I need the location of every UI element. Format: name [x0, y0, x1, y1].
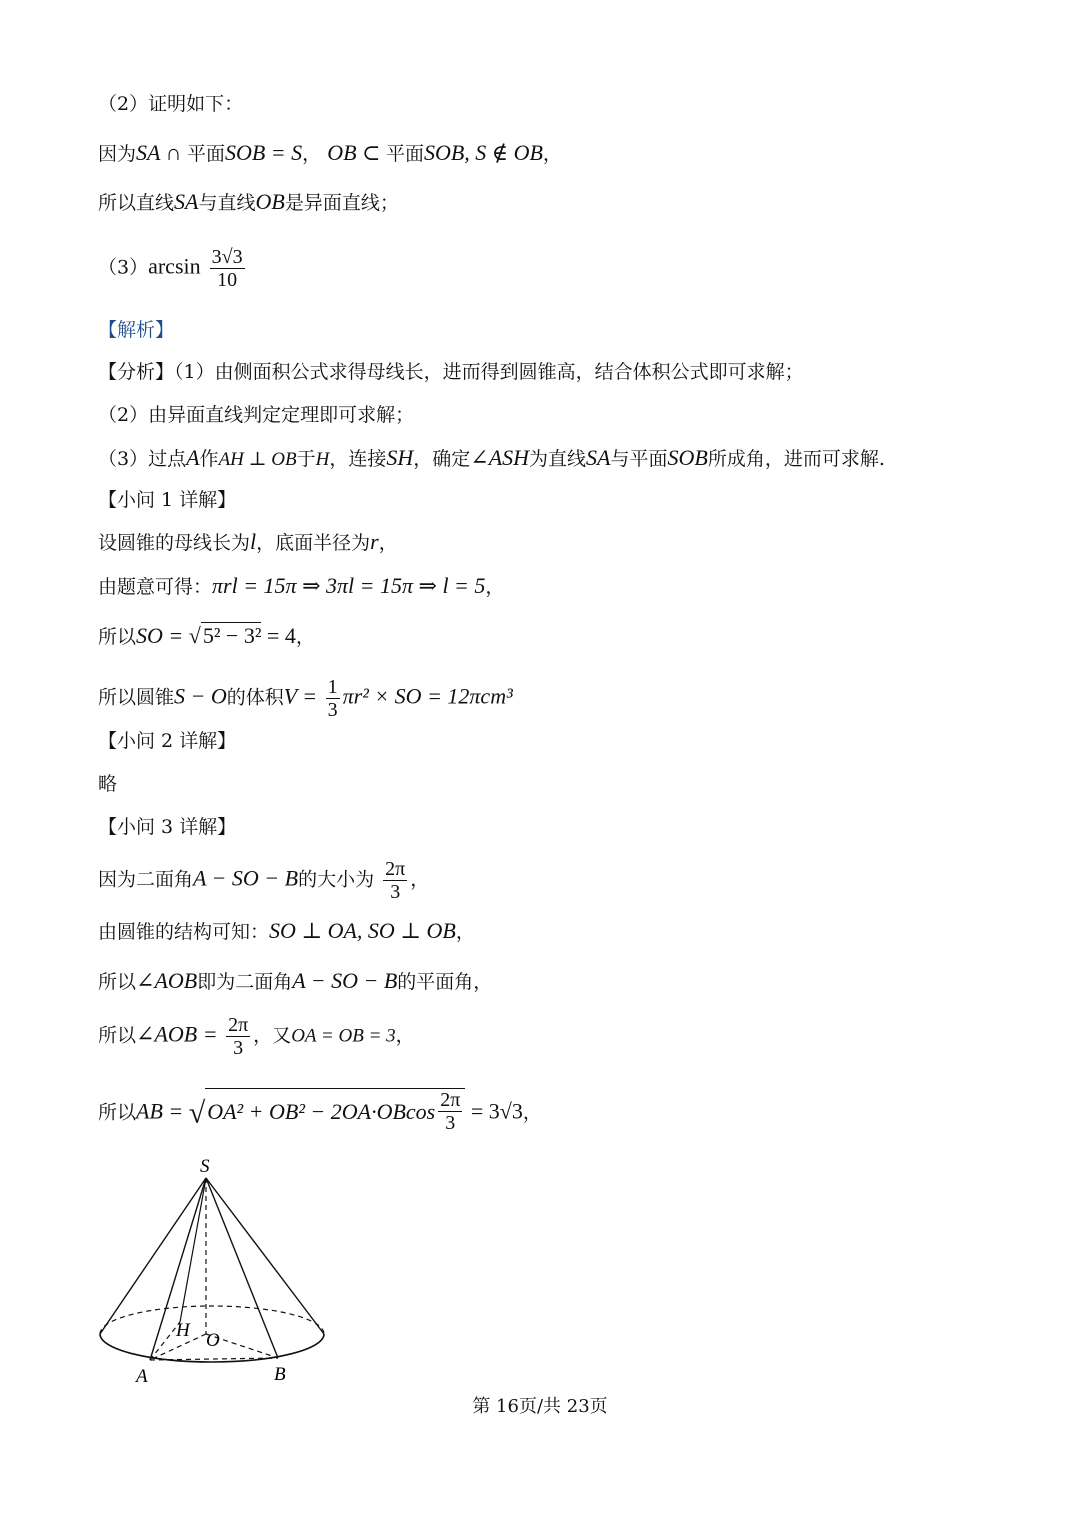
line-proof-intro: （2）证明如下： — [98, 93, 244, 115]
label-O: O — [206, 1330, 220, 1351]
line-q1-height: 所以SO = √5² − 3² = 4， — [98, 623, 315, 648]
line-because: 因为SA ∩ 平面SOB = S， OB ⊂ 平面SOB, S ∉ OB， — [98, 140, 562, 165]
line-q1-equation: 由题意可得：πrl = 15π ⇒ 3πl = 15π ⇒ l = 5， — [98, 573, 505, 598]
cone-figure — [88, 1150, 348, 1390]
fraction: $\frac{2\pi}{3}$ — [385, 858, 406, 903]
line-q3-plane-angle: 所以∠AOB即为二面角A − SO − B的平面角， — [98, 968, 493, 993]
cone-left-edge — [100, 1178, 206, 1334]
fraction: $\frac{3√3}{10}$ — [211, 246, 243, 291]
page-number-footer: 第 16页/共 23页 — [472, 1396, 608, 1417]
fraction: $\frac{1}{3}$ — [327, 676, 338, 721]
label-H: H — [176, 1320, 190, 1341]
line-q3-ab-length: 所以AB = √ OA² + OB² − 2OA·OBcos $\frac{2\pi}{3}$ = 3√3， — [98, 1089, 542, 1134]
line-q1-volume: 所以圆锥S − O的体积V = $\frac{1}{3}$ πr² × SO = 12πcm³ — [98, 676, 513, 721]
section-q3-title: 【小问 3 详解】 — [98, 816, 237, 838]
line-answer-3: （3）arcsin $\frac{3√3}{10}$ — [98, 246, 243, 291]
label-A: A — [136, 1366, 148, 1387]
cone-right-edge — [206, 1178, 324, 1334]
line-q3-angle-value: 所以∠AOB = $\frac{2\pi}{3}$ ，又OA = OB = 3， — [98, 1014, 415, 1059]
line-analysis-3: （3）过点A作AH ⊥ OB于H，连接SH，确定∠ASH为直线SA与平面SOB所成角，进而可求解. — [98, 445, 885, 470]
line-q3-dihedral: 因为二面角A − SO − B的大小为 $\frac{2\pi}{3}$ ， — [98, 858, 430, 903]
label-B: B — [274, 1364, 286, 1385]
fraction: $\frac{2\pi}{3}$ — [440, 1089, 461, 1134]
section-q1-title: 【小问 1 详解】 — [98, 489, 237, 511]
line-q2-omitted: 略 — [98, 773, 118, 795]
fraction: $\frac{2\pi}{3}$ — [228, 1014, 249, 1059]
line-analysis-1: 【分析】（1）由侧面积公式求得母线长，进而得到圆锥高，结合体积公式即可求解； — [98, 361, 804, 383]
line-skew-conclusion: 所以直线SA与直线OB是异面直线； — [98, 189, 399, 214]
line-q1-setup: 设圆锥的母线长为l，底面半径为r， — [98, 529, 398, 554]
line-q3-perpendicular: 由圆锥的结构可知：SO ⊥ OA, SO ⊥ OB， — [98, 918, 475, 943]
section-analysis-title: 【解析】 — [98, 319, 175, 341]
line-analysis-2: （2）由异面直线判定定理即可求解； — [98, 404, 415, 426]
label-S: S — [200, 1156, 210, 1177]
section-q2-title: 【小问 2 详解】 — [98, 730, 237, 752]
